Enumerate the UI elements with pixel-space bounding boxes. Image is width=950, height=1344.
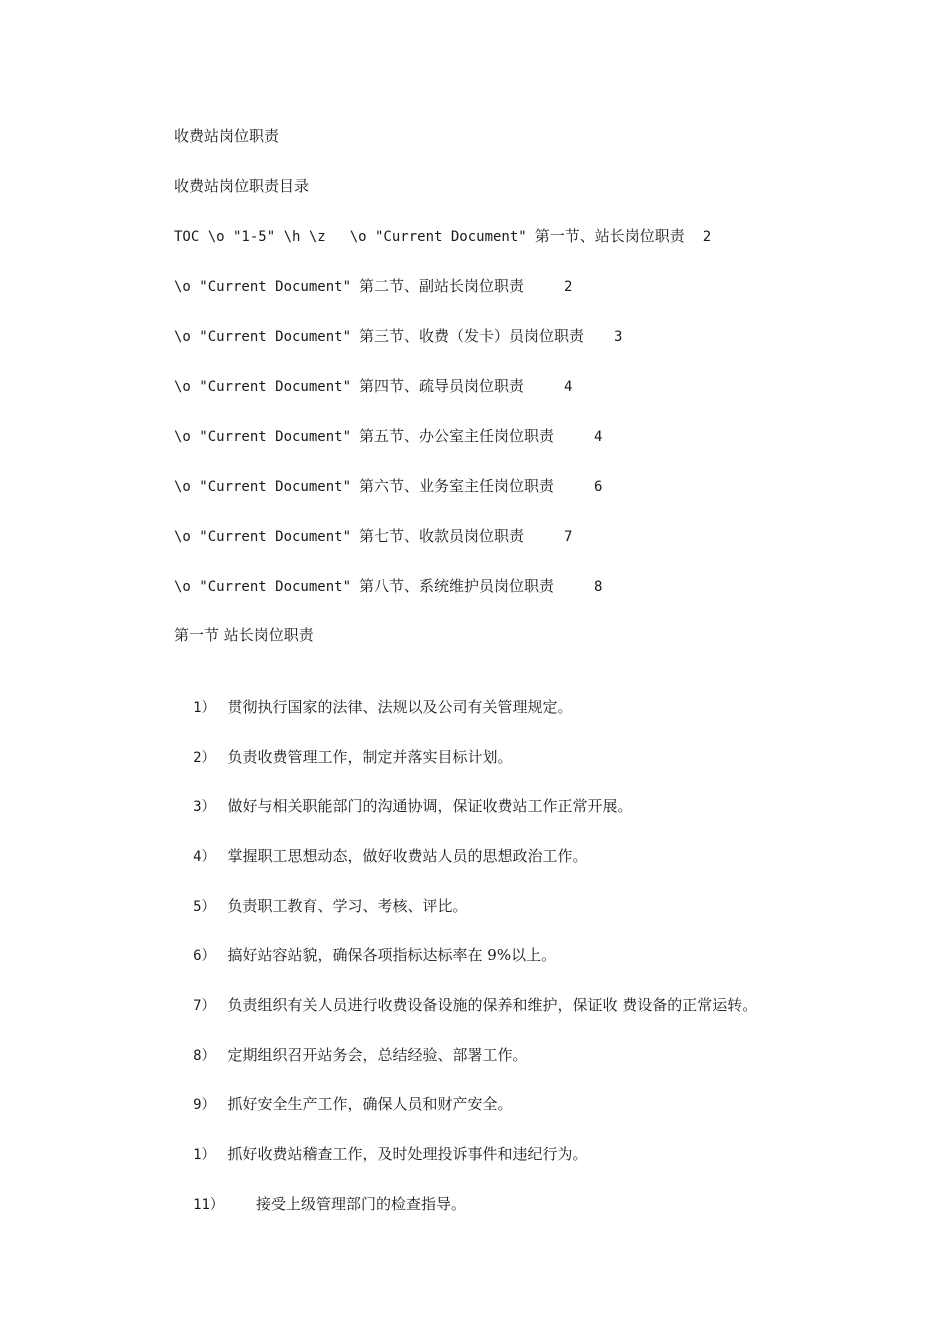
list-item-number: 1） bbox=[193, 700, 216, 716]
list-item-number: 3） bbox=[193, 799, 216, 815]
list-item-text: 定期组织召开站务会，总结经验、部署工作。 bbox=[227, 1046, 528, 1064]
list-item-text: 接受上级管理部门的检查指导。 bbox=[255, 1195, 466, 1213]
toc-entry-text: 第四节、疏导员岗位职责 bbox=[359, 377, 525, 395]
toc-entry-prefix: \o "Current Document" bbox=[174, 479, 352, 495]
toc-entry-page: 7 bbox=[564, 529, 573, 545]
toc-entry-page: 8 bbox=[594, 579, 603, 595]
list-item bbox=[174, 972, 758, 1014]
toc-entry-page: 2 bbox=[702, 229, 712, 245]
toc-entry-text: 第二节、副站长岗位职责 bbox=[359, 277, 525, 295]
toc-entry-text: 第八节、系统维护员岗位职责 bbox=[359, 577, 555, 595]
list-item bbox=[174, 724, 513, 766]
list-item bbox=[174, 1171, 466, 1213]
toc-entry-prefix: \o "Current Document" bbox=[174, 579, 352, 595]
toc-entry[interactable] bbox=[174, 525, 572, 547]
toc-entry-page: 6 bbox=[594, 479, 603, 495]
toc-entry[interactable] bbox=[174, 575, 602, 597]
toc-entry-page: 3 bbox=[614, 329, 623, 345]
list-item bbox=[174, 1022, 528, 1064]
list-item bbox=[174, 674, 573, 716]
list-item bbox=[174, 1121, 588, 1163]
toc-entry-text: 第一节、站长岗位职责 bbox=[534, 227, 685, 245]
list-item-number: 2） bbox=[193, 750, 216, 766]
toc-entry[interactable] bbox=[174, 475, 602, 497]
toc-entry-page: 2 bbox=[564, 279, 573, 295]
list-item bbox=[174, 873, 468, 915]
list-item-number: 1） bbox=[193, 1147, 216, 1163]
toc-entry-prefix: \o "Current Document" bbox=[174, 279, 352, 295]
toc-heading: 收费站岗位职责目录 bbox=[174, 177, 310, 195]
toc-entry-prefix: \o "Current Document" bbox=[174, 429, 352, 445]
toc-entry-prefix: \o "Current Document" bbox=[174, 529, 352, 545]
toc-entry[interactable] bbox=[174, 375, 572, 397]
toc-entry[interactable] bbox=[174, 275, 572, 297]
list-item-text: 贯彻执行国家的法律、法规以及公司有关管理规定。 bbox=[227, 698, 573, 716]
list-item bbox=[174, 823, 588, 865]
section-heading: 第一节 站长岗位职责 bbox=[174, 626, 314, 644]
toc-entry[interactable] bbox=[174, 425, 602, 447]
list-item-text: 抓好收费站稽查工作，及时处理投诉事件和违纪行为。 bbox=[227, 1145, 588, 1163]
toc-entry-prefix: \o "Current Document" bbox=[349, 229, 527, 245]
toc-entry-page: 4 bbox=[564, 379, 573, 395]
toc-entry[interactable] bbox=[174, 325, 622, 347]
toc-field-code: TOC \o "1-5" \h \z bbox=[174, 229, 326, 245]
list-item-text: 负责组织有关人员进行收费设备设施的保养和维护，保证收 费设备的正常运转。 bbox=[227, 996, 758, 1014]
toc-entry-page: 4 bbox=[594, 429, 603, 445]
list-item-text: 掌握职工思想动态，做好收费站人员的思想政治工作。 bbox=[227, 847, 588, 865]
list-item-text: 做好与相关职能部门的沟通协调，保证收费站工作正常开展。 bbox=[227, 797, 633, 815]
list-item-text: 搞好站容站貌，确保各项指标达标率在 9%以上。 bbox=[227, 946, 557, 964]
toc-entry-prefix: \o "Current Document" bbox=[174, 329, 352, 345]
list-item bbox=[174, 773, 633, 815]
list-item-number: 9） bbox=[193, 1097, 216, 1113]
toc-entry-prefix: \o "Current Document" bbox=[174, 379, 352, 395]
list-item-text: 负责职工教育、学习、考核、评比。 bbox=[227, 897, 468, 915]
toc-entry[interactable] bbox=[174, 225, 711, 247]
list-item-number: 4） bbox=[193, 849, 216, 865]
document-title: 收费站岗位职责 bbox=[174, 127, 280, 145]
toc-entry-text: 第三节、收费（发卡）员岗位职责 bbox=[359, 327, 585, 345]
list-item-number: 7） bbox=[193, 998, 216, 1014]
list-item-number: 8） bbox=[193, 1048, 216, 1064]
list-item-number: 11） bbox=[193, 1197, 224, 1213]
list-item-number: 5） bbox=[193, 899, 216, 915]
list-item-text: 负责收费管理工作，制定并落实目标计划。 bbox=[227, 748, 513, 766]
list-item bbox=[174, 1071, 513, 1113]
toc-entry-text: 第六节、业务室主任岗位职责 bbox=[359, 477, 555, 495]
toc-entry-text: 第七节、收款员岗位职责 bbox=[359, 527, 525, 545]
list-item bbox=[174, 922, 557, 964]
toc-entry-text: 第五节、办公室主任岗位职责 bbox=[359, 427, 555, 445]
list-item-number: 6） bbox=[193, 948, 216, 964]
list-item-text: 抓好安全生产工作，确保人员和财产安全。 bbox=[227, 1095, 513, 1113]
